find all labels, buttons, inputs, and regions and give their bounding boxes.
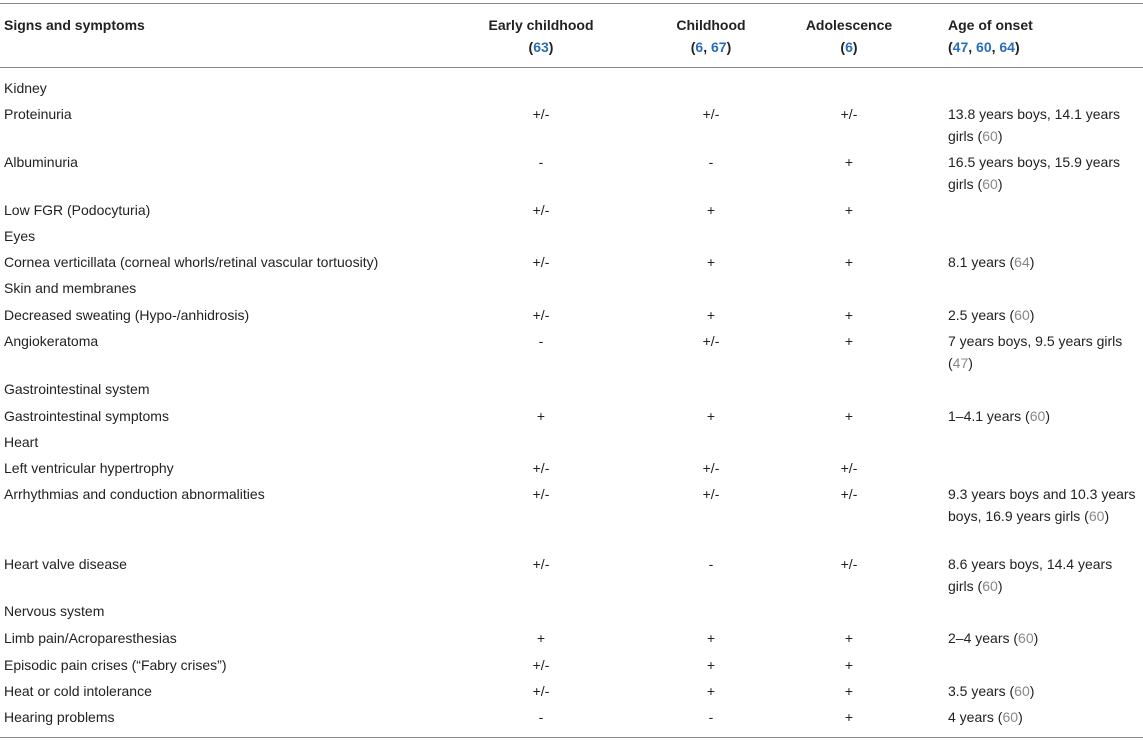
- row-label: Cornea verticillata (corneal whorls/retinal vascular tortuosity): [4, 254, 379, 270]
- ref-link[interactable]: 60: [982, 128, 998, 144]
- paren: ): [548, 39, 554, 55]
- table-bottom-rule: [0, 737, 1143, 738]
- childhood-cell: -: [708, 154, 714, 170]
- ref-link[interactable]: 64: [1014, 254, 1030, 270]
- age-cell: 4 years (60): [948, 709, 1023, 725]
- adolescence-cell: +: [844, 630, 854, 646]
- age-text: 8.6 years boys, 14.4 years girls: [948, 556, 1113, 594]
- ref-link[interactable]: 60: [982, 578, 998, 594]
- age-text: 7 years boys, 9.5 years girls: [948, 333, 1123, 349]
- paren: ): [852, 39, 858, 55]
- separator: ,: [991, 39, 1000, 55]
- section-label: Eyes: [4, 228, 36, 244]
- row-label: Proteinuria: [4, 106, 72, 122]
- adolescence-cell: +/-: [840, 460, 858, 476]
- ref-link[interactable]: 60: [1014, 307, 1030, 323]
- ref-link[interactable]: 60: [1029, 408, 1046, 424]
- header-onset-text: Age of onset: [948, 17, 1033, 33]
- table-header-rule: [0, 67, 1143, 68]
- ref-link[interactable]: 67: [711, 39, 727, 55]
- adolescence-cell: +: [844, 202, 854, 218]
- childhood-cell: +: [706, 683, 716, 699]
- ref-link[interactable]: 60: [1014, 683, 1030, 699]
- adolescence-cell: +/-: [840, 556, 858, 572]
- adolescence-cell: +: [844, 307, 854, 323]
- header-early-refs: [482, 36, 600, 58]
- early-cell: +/-: [532, 106, 550, 122]
- early-cell: -: [538, 154, 544, 170]
- childhood-cell: +: [706, 657, 716, 673]
- adolescence-cell: +: [844, 154, 854, 170]
- paren: (: [840, 39, 846, 55]
- header-onset-refs: [948, 36, 1033, 58]
- separator: ,: [703, 39, 711, 55]
- early-cell: +/-: [532, 657, 550, 673]
- section-label: Gastrointestinal system: [4, 381, 150, 397]
- age-cell: 2.5 years (60): [948, 307, 1035, 323]
- age-text: 9.3 years boys and 10.3 years boys, 16.9 years girls: [948, 486, 1136, 524]
- childhood-cell: +: [706, 254, 716, 270]
- ref-link[interactable]: 47: [952, 355, 969, 371]
- ref-link[interactable]: 63: [533, 39, 549, 55]
- table-top-rule: [0, 3, 1143, 4]
- paren: (: [690, 39, 696, 55]
- row-label: Limb pain/Acroparesthesias: [4, 630, 177, 646]
- early-cell: +/-: [532, 254, 550, 270]
- header-early-childhood: [482, 14, 600, 58]
- adolescence-cell: +: [844, 333, 854, 349]
- ref-link[interactable]: 60: [1002, 709, 1019, 725]
- header-adolescence-refs: [790, 36, 908, 58]
- paren: ): [726, 39, 732, 55]
- age-text: 4 years: [948, 709, 994, 725]
- childhood-cell: -: [708, 556, 714, 572]
- row-label: Episodic pain crises (“Fabry crises”): [4, 657, 227, 673]
- childhood-cell: +/-: [702, 106, 720, 122]
- age-cell: 9.3 years boys and 10.3 years boys, 16.9 years girls (60): [948, 486, 1136, 524]
- age-text: 2.5 years: [948, 307, 1006, 323]
- adolescence-cell: +: [844, 657, 854, 673]
- age-text: 3.5 years: [948, 683, 1006, 699]
- adolescence-cell: +: [844, 254, 854, 270]
- header-adolescence: [790, 14, 908, 58]
- row-label: Heart valve disease: [4, 556, 127, 572]
- row-label: Hearing problems: [4, 709, 115, 725]
- age-cell: 2–4 years (60): [948, 630, 1039, 646]
- ref-link[interactable]: 60: [982, 176, 998, 192]
- ref-link[interactable]: 6: [845, 39, 853, 55]
- section-label: Heart: [4, 434, 39, 450]
- early-cell: +: [536, 408, 546, 424]
- early-cell: +/-: [532, 683, 550, 699]
- age-text: 1–4.1 years: [948, 408, 1022, 424]
- age-text: 2–4 years: [948, 630, 1010, 646]
- paren: (: [528, 39, 534, 55]
- childhood-cell: +: [706, 202, 716, 218]
- row-label: Gastrointestinal symptoms: [4, 408, 169, 424]
- section-label: Nervous system: [4, 603, 105, 619]
- age-cell: 16.5 years boys, 15.9 years girls (60): [948, 154, 1120, 192]
- childhood-cell: +: [706, 630, 716, 646]
- early-cell: +/-: [532, 486, 550, 502]
- childhood-cell: +: [706, 307, 716, 323]
- childhood-cell: +/-: [702, 460, 720, 476]
- ref-link[interactable]: 60: [1088, 508, 1105, 524]
- header-childhood-text: Childhood: [676, 17, 746, 33]
- header-age-of-onset: [948, 14, 1033, 58]
- adolescence-cell: +/-: [840, 106, 858, 122]
- age-cell: 3.5 years (60): [948, 683, 1035, 699]
- row-label: Left ventricular hypertrophy: [4, 460, 174, 476]
- childhood-cell: +: [706, 408, 716, 424]
- ref-link[interactable]: 64: [999, 39, 1015, 55]
- row-label: Arrhythmias and conduction abnormalities: [4, 486, 265, 502]
- childhood-cell: -: [708, 709, 714, 725]
- childhood-cell: +/-: [702, 486, 720, 502]
- row-label: Decreased sweating (Hypo-/anhidrosis): [4, 307, 250, 323]
- early-cell: +: [536, 630, 546, 646]
- early-cell: +/-: [532, 460, 550, 476]
- header-adolescence-text: Adolescence: [805, 17, 893, 33]
- age-cell: 8.1 years (64): [948, 254, 1035, 270]
- age-cell: 1–4.1 years (60): [948, 408, 1050, 424]
- age-cell: 13.8 years boys, 14.1 years girls (60): [948, 106, 1120, 144]
- ref-link[interactable]: 6: [695, 39, 704, 55]
- section-label: Kidney: [4, 80, 47, 96]
- separator: ,: [968, 39, 977, 55]
- adolescence-cell: +: [844, 709, 854, 725]
- paren: (: [948, 39, 953, 55]
- early-cell: +/-: [532, 307, 550, 323]
- age-text: 16.5 years boys, 15.9 years girls: [948, 154, 1120, 192]
- childhood-cell: +/-: [702, 333, 720, 349]
- early-cell: +/-: [532, 202, 550, 218]
- adolescence-cell: +: [844, 408, 854, 424]
- early-cell: -: [538, 333, 544, 349]
- ref-link[interactable]: 60: [976, 39, 992, 55]
- adolescence-cell: +: [844, 683, 854, 699]
- age-cell: 8.6 years boys, 14.4 years girls (60): [948, 556, 1113, 594]
- section-label: Skin and membranes: [4, 280, 137, 296]
- row-label: Angiokeratoma: [4, 333, 99, 349]
- early-cell: +/-: [532, 556, 550, 572]
- early-cell: -: [538, 709, 544, 725]
- age-text: 13.8 years boys, 14.1 years girls: [948, 106, 1120, 144]
- header-childhood: [652, 14, 770, 58]
- header-signs-text: Signs and symptoms: [4, 17, 145, 33]
- ref-link[interactable]: 60: [1018, 630, 1034, 646]
- ref-link[interactable]: 47: [952, 39, 969, 55]
- header-early-text: Early childhood: [488, 17, 594, 33]
- adolescence-cell: +/-: [840, 486, 858, 502]
- header-childhood-refs: [652, 36, 770, 58]
- row-label: Albuminuria: [4, 154, 78, 170]
- row-label: Heat or cold intolerance: [4, 683, 152, 699]
- age-cell: 7 years boys, 9.5 years girls (47): [948, 333, 1123, 371]
- header-signs: [4, 14, 145, 36]
- paren: ): [1014, 39, 1020, 55]
- age-text: 8.1 years: [948, 254, 1006, 270]
- row-label: Low FGR (Podocyturia): [4, 202, 151, 218]
